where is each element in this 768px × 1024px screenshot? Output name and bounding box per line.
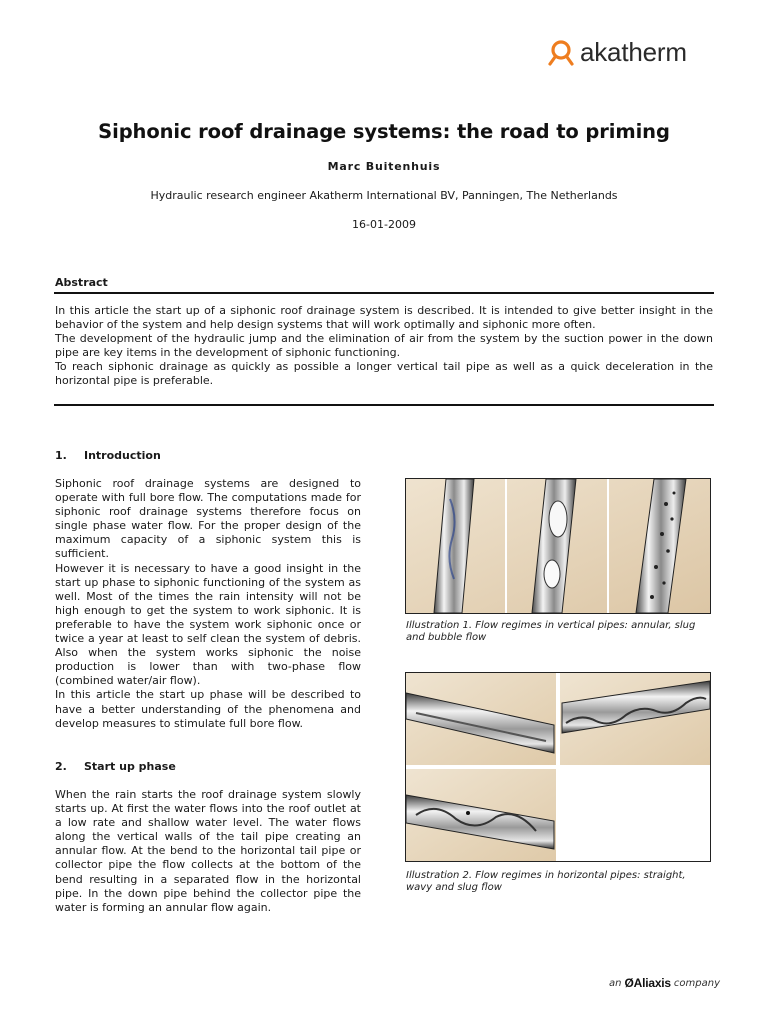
section-title: Introduction (84, 449, 161, 462)
introduction-body (55, 477, 361, 731)
abstract-paragraph: The development of the hydraulic jump and the elimination of air from the system by the suction power in the down pipe are key items in the development of siphonic functioning. (55, 332, 713, 359)
vertical-pipe-photos (406, 479, 710, 613)
footer-prefix: an (609, 977, 622, 989)
author-affiliation: Hydraulic research engineer Akatherm International BV, Panningen, The Netherlands (150, 189, 618, 202)
body-paragraph: Siphonic roof drainage systems are designed to operate with full bore flow. The computations made for siphonic roof drainage systems therefore focus on single phase water flow. For the proper design of the maximum capacity of a siphonic system this is sufficient. (55, 477, 361, 561)
section-heading-introduction (55, 449, 161, 462)
paper-title: Siphonic roof drainage systems: the road to priming (98, 120, 670, 143)
body-paragraph: When the rain starts the roof drainage system slowly starts up. At first the water flows into the roof outlet at a low rate and shallow water level. The water flows along the vertical walls of the tail pipe creating an annular flow. At the bend to the horizontal tail pipe or collector pipe the flow collects at the bottom of the bend resulting in a separated flow in the horizontal pipe. In the down pipe behind the collector pipe the water is forming an annular flow again. (55, 788, 361, 914)
start-up-phase-body (55, 788, 361, 915)
illustration-2-caption: Illustration 2. Flow regimes in horizontal pipes: straight, wavy and slug flow (406, 870, 686, 893)
section-heading-start-up-phase (55, 760, 176, 773)
illustration-1-caption: Illustration 1. Flow regimes in vertical pipes: annular, slug and bubble flow (406, 620, 696, 643)
aliaxis-logo (624, 976, 670, 990)
akatherm-logo-icon (546, 38, 576, 66)
section-number: 2. (55, 760, 67, 773)
section-number: 1. (55, 449, 67, 462)
abstract-paragraph: In this article the start up of a siphonic roof drainage system is described. It is intended to give better insight in the behavior of the system and help design systems that will work optimally and siphonic more often. (55, 304, 713, 331)
publication-date: 16-01-2009 (352, 218, 416, 231)
footer-suffix: company (673, 977, 720, 989)
author-name: Marc Buitenhuis (327, 160, 441, 173)
footer-brand: Aliaxis (633, 976, 671, 990)
abstract-paragraph: To reach siphonic drainage as quickly as possible a longer vertical tail pipe as well as a quick deceleration in the horizontal pipe is preferable. (55, 360, 713, 387)
horizontal-pipe-photos (406, 673, 710, 861)
abstract-heading: Abstract (55, 276, 108, 289)
footer-aliaxis (609, 976, 720, 990)
body-paragraph: In this article the start up phase will be described to have a better understanding of the phenomena and develop measures to stimulate full bore flow. (55, 688, 361, 730)
illustration-1-vertical-flow-photos (405, 478, 711, 614)
akatherm-logo (546, 36, 687, 68)
logo-wordmark: akatherm (580, 36, 687, 67)
illustration-2-horizontal-flow-photos (405, 672, 711, 862)
body-paragraph: However it is necessary to have a good insight in the start up phase to siphonic functioning of the system as well. Most of the times the rain intensity will not be high enough to get the system to work siphonic. It is preferable to have the system work siphonic once or twice a year at least to self clean the system of debris. Also when the system works siphonic the noise production is lower than with two-phase flow (combined water/air flow). (55, 561, 361, 688)
abstract-bottom-rule (54, 404, 714, 406)
section-title: Start up phase (84, 760, 176, 773)
aliaxis-logo-icon: Ø (624, 976, 634, 990)
abstract-body (55, 304, 713, 388)
abstract-top-rule (54, 292, 714, 294)
